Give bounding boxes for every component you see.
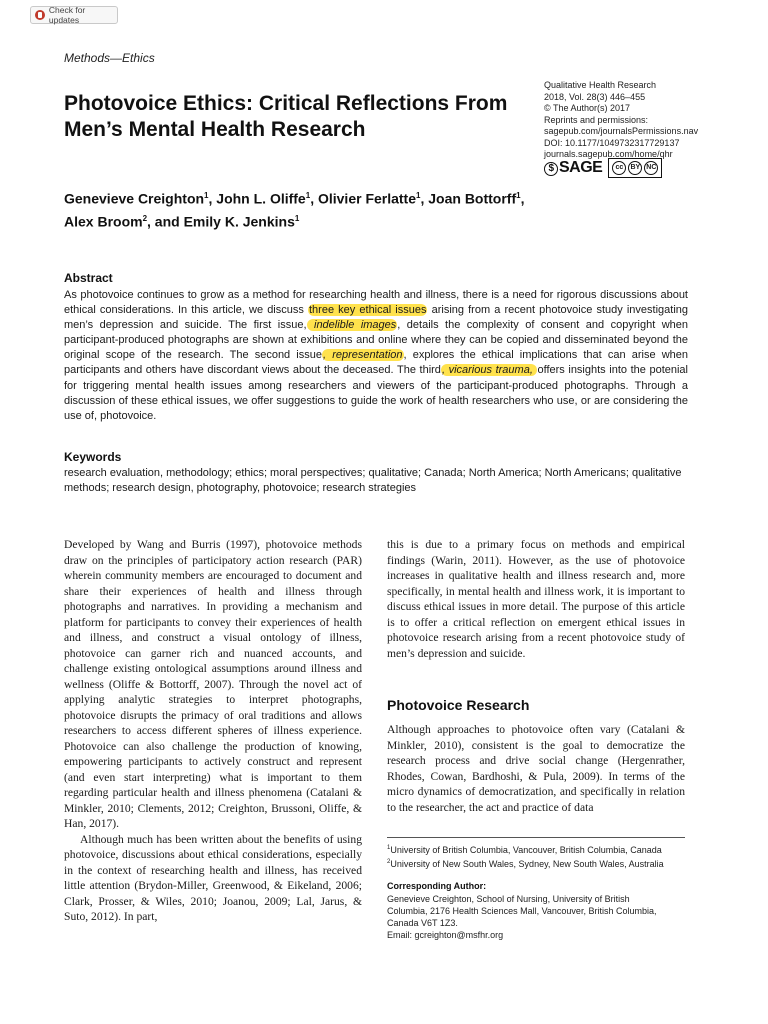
- author: Olivier Ferlatte: [317, 190, 417, 207]
- journal-name: Qualitative Health Research: [544, 80, 657, 90]
- reprints-label: Reprints and permissions:: [544, 114, 649, 125]
- nc-icon: NC: [644, 161, 658, 175]
- email-link[interactable]: Email: gcreighton@msfhr.org: [387, 930, 504, 940]
- body-paragraph: this is due to a primary focus on methods and empirical findings (Warin, 2011). However, as the use of photovoice increases in qualitative health and illness research and, more specifically, in mental health and illness work, it is important to discuss ethical issues in more detail. The purpose of this article is to offer a critical reflection on emergent ethical issues in photovoice research arising from a recent photovoice study of men’s depression and suicide.: [387, 538, 685, 660]
- highlight: , vicarious trauma,: [441, 364, 537, 377]
- affiliation: $^2$University of New South Wales, Sydney, New South Wales, Australia: [387, 859, 664, 869]
- author: John L. Oliffe: [216, 190, 306, 207]
- publisher-logos: [544, 157, 662, 179]
- affiliation: $^1$University of British Columbia, Vancouver, British Columbia, Canada: [387, 845, 662, 855]
- sage-logo: $ SAGE: [544, 159, 602, 177]
- check-for-updates-label: Check for updates: [48, 5, 86, 25]
- author: Emily K. Jenkins: [183, 213, 295, 230]
- body-paragraph: Although much has been written about the benefits of using photovoice, discussions about ethical considerations, especially in the context of researching health and illness, has received little attention (Brydon-Miller, Greenwood, & Eikeland, 2006; Clark, Prosser, & Wiles, 2010; Joanou, 2009; Lal, Jarus, & Suto, 2012). In part,: [64, 832, 362, 923]
- body-paragraph: Although approaches to photovoice often vary (Catalani & Minkler, 2010), consistent is the goal to democratize the research process and drive social change (Hergenrather, Rhodes, Cowan, Bardhoshi, & Pula, 2009). In terms of the micro dynamics of democratization, and specifically in relation to the researcher, the act and practice of data: [387, 723, 685, 814]
- doi-link[interactable]: DOI: 10.1177/1049732317729137: [544, 137, 680, 148]
- reprints-link[interactable]: sagepub.com/journalsPermissions.nav: [544, 126, 699, 136]
- journal-volume: 2018, Vol. 28(3) 446–455: [544, 91, 646, 102]
- abstract-text: As photovoice continues to grow as a method for researching health and illness, there is a need for rigorous discussions about ethical considerations. In this article, we discuss three key ethical issues arising from a recent photovoice study investigating men’s depression and suicide. The first issue, indelible images, details the complexity of consent and copyright when participant-produced photographs are shown at exhibitions and online where they can be copied and disseminated beyond the original scope of the research. The second issue, representation, explores the ethical implications that can arise when participants and others have discordant views about the deceased. The third, vicarious trauma, offers insights into the potenial for triggering mental health issues among researchers and viewers of the participant-produced photographs. Through a discussion of these ethical issues, we offer suggestions to guide the work of health researchers who use, or are considering the use of, photovoice.: [64, 289, 689, 422]
- journal-copyright: © The Author(s) 2017: [544, 103, 631, 113]
- journal-info: [544, 80, 724, 161]
- body-right-column-2: [387, 722, 685, 815]
- highlight: indelible images: [307, 319, 397, 332]
- section-heading: Photovoice Research: [387, 697, 530, 713]
- section-label: Methods—Ethics: [64, 51, 155, 65]
- article-title: Photovoice Ethics: Critical Reflections From Men’s Mental Health Research: [64, 92, 508, 141]
- bookmark-icon: [35, 10, 45, 20]
- highlight: three key ethical issues: [308, 304, 427, 317]
- cc-icon: cc: [612, 161, 626, 175]
- highlight: , representation: [323, 349, 403, 362]
- check-for-updates-button[interactable]: [30, 6, 118, 24]
- journal-site-link[interactable]: journals.sagepub.com/home/qhr: [544, 149, 673, 159]
- creative-commons-license-icon: [608, 158, 662, 178]
- body-paragraph: Developed by Wang and Burris (1997), photovoice methods draw on the principles of participatory action research (PAR) wherein community members are encouraged to document and share their experiences of health and illness through photographs and narratives. In providing a mechanism and platform for participants to convey their experiences of health and illness, and construct a visual ontology of illness, photovoice can garner rich and nuanced accounts, and challenge existing ontological assumptions around illness and wellness (Oliffe & Bottorff, 2007). Through the novel act of applying analytic strategies to interpret photographs, photovoice disrupts the primacy of oral traditions and allows researchers to access different spheres of illness experience. Photovoice can also challenge the production of knowing, empowering participants to actively construct and represent (and even start interpreting) what is important to them regarding particular health and illness phenomena (Catalani & Minkler, 2010; Clements, 2012; Creighton, Brussoni, Oliffe, & Han, 2017).: [64, 538, 362, 830]
- body-right-column: [387, 537, 685, 661]
- author: Alex Broom: [64, 213, 143, 230]
- author-list: Genevieve Creighton$^1$, John L. Oliffe$^1$, Olivier Ferlatte$^1$, Joan Bottorff$^1$, Alex Broom$^2$, and Emily K. Jenkins$^1$: [64, 190, 525, 230]
- author: Genevieve Creighton: [64, 190, 205, 207]
- body-left-column: [64, 537, 362, 925]
- keywords-text: research evaluation, methodology; ethics; moral perspectives; qualitative; Canada; North America; North Americans; qualitative methods; research design, photography, photovoice; research strategies: [64, 467, 682, 494]
- affiliations: [387, 842, 697, 870]
- by-icon: BY: [628, 161, 642, 175]
- author: Joan Bottorff: [428, 190, 517, 207]
- keywords-heading: Keywords: [64, 450, 122, 464]
- footnote-divider: [387, 837, 685, 838]
- abstract-heading: Abstract: [64, 271, 113, 285]
- corresponding-author-heading: Corresponding Author:: [387, 881, 487, 891]
- corresponding-author-details: Genevieve Creighton, School of Nursing, University of British Columbia, 2176 Health Sciences Mall, Vancouver, British Columbia, Canada V6T 1Z3. Email: gcreighton@msfhr.org: [387, 893, 687, 941]
